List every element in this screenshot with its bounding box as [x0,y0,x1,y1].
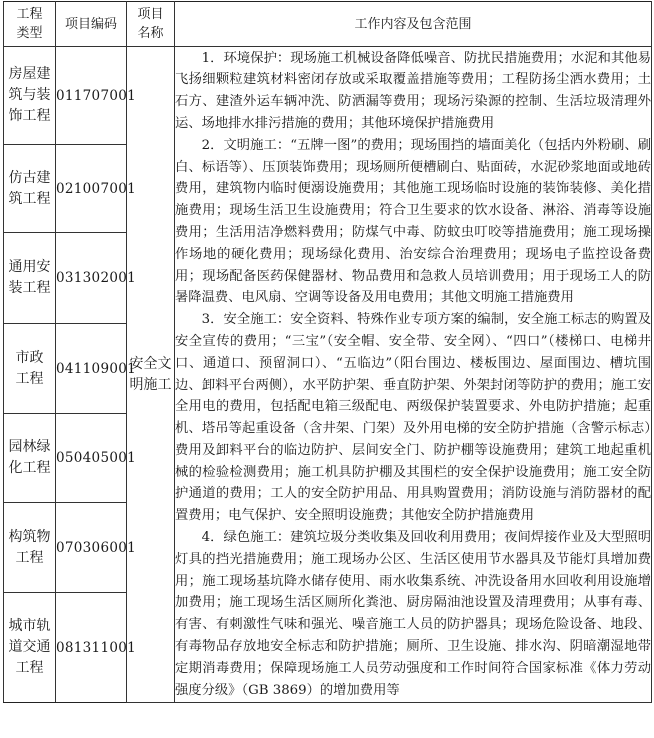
table-header-row [4,2,652,47]
content-paragraph-green: 4．绿色施工：建筑垃圾分类收集及回收利用费用；夜间焊接作业及大型照明灯具的挡光措施费用；施工现场办公区、生活区使用节水器具及节能灯具增加费用；施工现场基坑降水储存使用、雨水收集系统、冲洗设备用水回收利用设施增加费用；施工现场生活区厕所化粪池、厨房隔油池设置及清理费用；从事有毒、有害、有刺激性气味和强光、噪音施工人员的防护器具；现场危险设备、地段、有毒物品存放地安全标志和防护措施；厕所、卫生设施、排水沟、阴暗潮湿地带定期消毒费用；保障现场施工人员劳动强度和工作时间符合国家标准《体力劳动强度分级》（GB 3869）的增加费用等 [175,530,651,698]
project-type-cell: 房屋建 筑与装 饰工程 [4,47,56,145]
project-type-cell: 构筑物 工程 [4,503,56,593]
table-row [4,47,652,145]
measure-spec-table [3,1,652,703]
header-project-name: 项目 名称 [127,2,175,47]
project-type-cell: 城市轨 道交通 工程 [4,593,56,703]
content-paragraph-safety: 3．安全施工：安全资料、特殊作业专项方案的编制，安全施工标志的购置及安全宣传的费用；“三宝”（安全帽、安全带、安全网）、“四口”（楼梯口、电梯井口、通道口、预留洞口）、“五临边”（阳台围边、楼板围边、屋面围边、槽坑围边、卸料平台两侧），水平防护架、垂直防护架、外架封闭等防护的费用；施工安全用电的费用，包括配电箱三级配电、两级保护装置要求、外电防护措施；起重机、塔吊等起重设备（含井架、门架）及外用电梯的安全防护措施（含警示标志）费用及卸料平台的临边防护、层间安全门、防护棚等设施费用；建筑工地起重机械的检验检测费用；施工机具防护棚及其围栏的安全保护设施费用；施工安全防护通道的费用；工人的安全防护用品、用具购置费用；消防设施与消防器材的配置费用；电气保护、安全照明设施费；其他安全防护措施费用 [175,312,651,524]
content-paragraph-environment: 1．环境保护：现场施工机械设备降低噪音、防扰民措施费用；水泥和其他易飞扬细颗粒建筑材料密闭存放或采取覆盖措施等费用；工程防扬尘洒水费用；土石方、建渣外运车辆冲洗、防洒漏等费用；现场污染源的控制、生活垃圾清理外运、场地排水排污措施的费用；其他环境保护措施费用 [175,50,651,131]
project-code-cell: 031302001 [56,233,127,324]
header-work-content: 工作内容及包含范围 [175,2,652,47]
project-name-cell: 安全文 明施工 [127,47,175,703]
project-type-cell: 仿古建 筑工程 [4,145,56,233]
project-code-cell: 050405001 [56,414,127,503]
header-project-type: 工程 类型 [4,2,56,47]
project-type-cell: 园林绿 化工程 [4,414,56,503]
project-type-cell: 市政 工程 [4,324,56,414]
work-content-cell [175,47,652,703]
content-paragraph-civilized: 2．文明施工：“五牌一图”的费用；现场围挡的墙面美化（包括内外粉刷、刷白、标语等）、压顶装饰费用；现场厕所便槽刷白、贴面砖，水泥砂浆地面或地砖费用，建筑物内临时便溺设施费用；其他施工现场临时设施的装饰装修、美化措施费用；现场生活卫生设施费用；符合卫生要求的饮水设备、淋浴、消毒等设施费用；生活用洁净燃料费用；防煤气中毒、防蚊虫叮咬等措施费用；施工现场操作场地的硬化费用；现场绿化费用、治安综合治理费用；现场电子监控设备费用；现场配备医药保健器材、物品费用和急救人员培训费用；用于现场工人的防暑降温费、电风扇、空调等设备及用电费用；其他文明施工措施费用 [175,137,651,306]
project-type-cell: 通用安 装工程 [4,233,56,324]
header-project-code: 项目编码 [56,2,127,47]
project-code-cell: 081311001 [56,593,127,703]
project-code-cell: 021007001 [56,145,127,233]
project-code-cell: 070306001 [56,503,127,593]
project-code-cell: 011707001 [56,47,127,145]
project-code-cell: 041109001 [56,324,127,414]
